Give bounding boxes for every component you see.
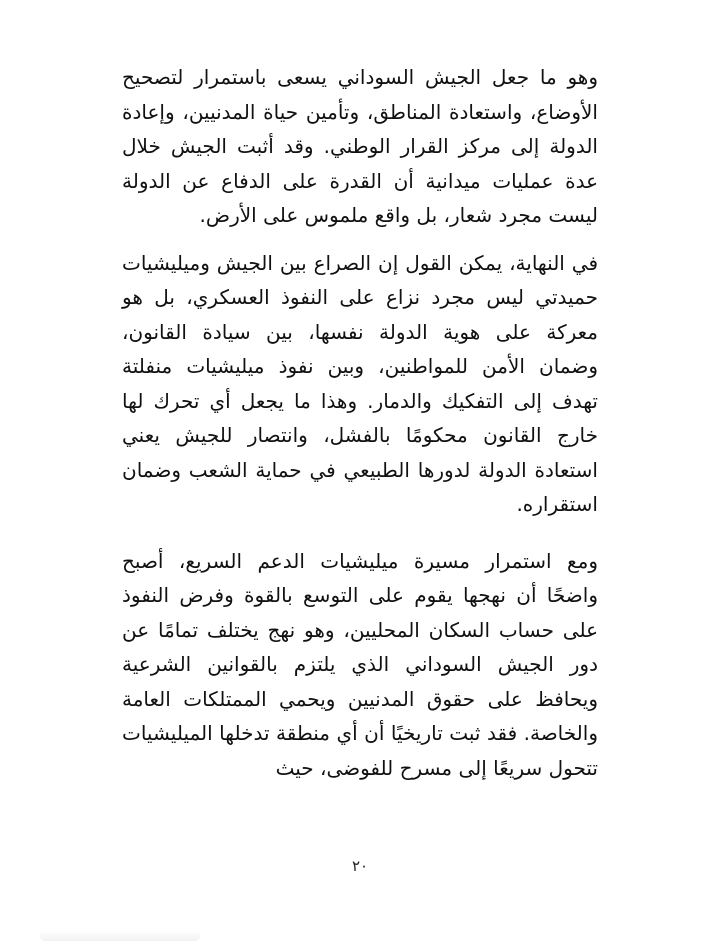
paragraph-3: ومع استمرار مسيرة ميليشيات الدعم السريع، أصبح واضحًا أن نهجها يقوم على التوسع بالقوة وفرض النفوذ على حساب السكان المحليين، وهو نهج يختلف تمامًا عن دور الجيش السوداني الذي يلتزم بالقوانين الشرعية ويحافظ على حقوق المدنيين ويحمي الممتلكات العامة والخاصة. فقد ثبت تاريخيًا أن أي منطقة تدخلها الميليشيات تتحول سريعًا إلى مسرح للفوضى، حيث bbox=[122, 548, 598, 780]
paragraph-2: في النهاية، يمكن القول إن الصراع بين الجيش وميليشيات حميدتي ليس مجرد نزاع على النفوذ العسكري، بل هو معركة على هوية الدولة نفسها، بين سيادة القانون، وضمان الأمن للمواطنين، وبين نفوذ ميليشيات منفلتة تهدف إلى التفكيك والدمار. وهذا ما يجعل أي تحرك لها خارج القانون محكومًا بالفشل، وانتصار للجيش يعني استعادة الدولة لدورها الطبيعي في حماية الشعب وضمان استقراره. bbox=[122, 250, 598, 516]
page-number: ٢٠ bbox=[351, 857, 369, 875]
document-body bbox=[122, 60, 598, 785]
page-edge-shadow bbox=[40, 930, 200, 941]
paragraph-1: وهو ما جعل الجيش السوداني يسعى باستمرار لتصحيح الأوضاع، واستعادة المناطق، وتأمين حياة المدنيين، وإعادة الدولة إلى مركز القرار الوطني. وقد أثبت الجيش خلال عدة عمليات ميدانية أن القدرة على الدفاع عن الدولة ليست مجرد شعار، بل واقع ملموس على الأرض. bbox=[122, 65, 598, 227]
